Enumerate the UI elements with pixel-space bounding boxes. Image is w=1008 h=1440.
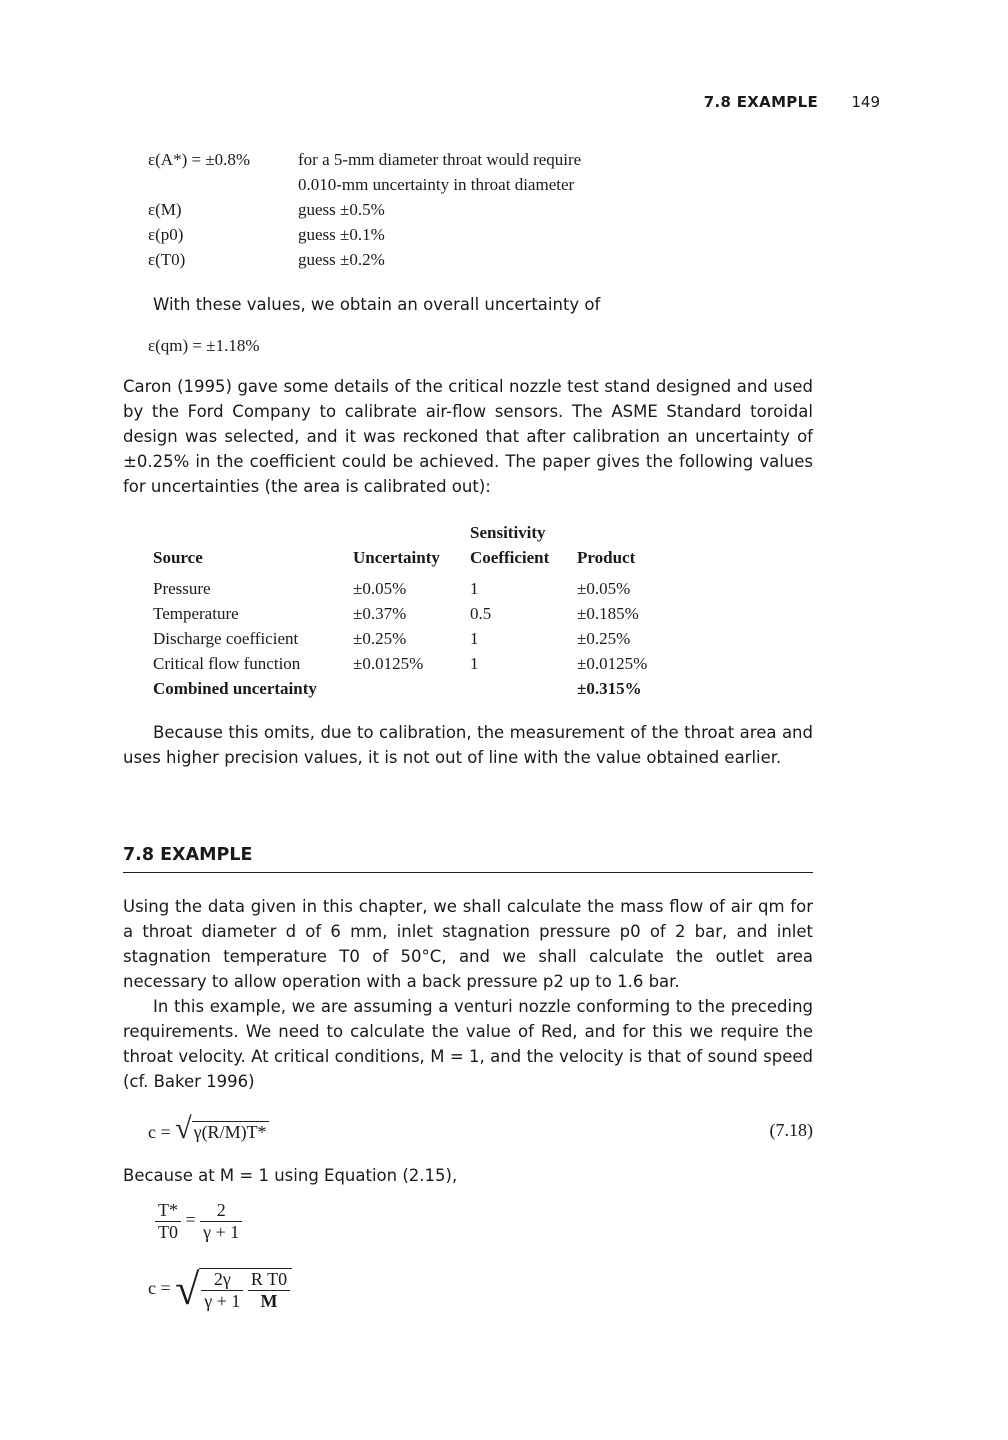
ratio-rhs-num: 2 — [200, 1200, 242, 1222]
eq-radicand: γ(R/M)T* — [193, 1122, 267, 1142]
eq-lhs: c = — [148, 1122, 171, 1142]
page-number: 149 — [851, 93, 880, 111]
table-cell: Pressure — [153, 579, 211, 598]
c-equation — [148, 1265, 292, 1314]
table-cell: ±0.25% — [577, 629, 631, 648]
ratio-rhs — [200, 1200, 242, 1243]
section-rule — [123, 872, 813, 873]
equation-number: (7.18) — [769, 1120, 813, 1140]
table-cell: Critical flow function — [153, 654, 301, 673]
table-row — [153, 599, 677, 624]
assumption-symbols — [148, 150, 318, 275]
assumption-text: for a 5-mm diameter throat would require — [298, 150, 582, 169]
assumption-symbol: ε(p0) — [148, 225, 184, 244]
combined-label: Combined uncertainty — [153, 679, 317, 698]
table-header-cell: Product — [577, 548, 636, 567]
ratio-rhs-den: γ + 1 — [203, 1222, 240, 1242]
overall-text: With these values, we obtain an overall uncertainty of — [153, 295, 601, 314]
uncertainty-table — [153, 518, 677, 699]
table-cell: 1 — [470, 579, 479, 598]
assumption-text: 0.010-mm uncertainty in throat diameter — [298, 175, 575, 194]
sqrt-icon: √ — [175, 1112, 192, 1145]
table-cell: ±0.25% — [353, 629, 407, 648]
ratio-lhs-den: T0 — [158, 1222, 178, 1242]
c-eq-num-1: 2γ — [201, 1269, 243, 1291]
c-eq-lhs: c = — [148, 1278, 171, 1299]
c-eq-den-1: γ + 1 — [204, 1291, 241, 1311]
table-row — [153, 649, 677, 674]
ratio-equals: = — [185, 1209, 196, 1230]
table-cell: ±0.185% — [577, 604, 639, 623]
example-paragraph-2: In this example, we are assuming a venturi nozzle conforming to the preceding requirements. We need to calculate the value of Red, and for this we require the throat velocity. At critical conditions, M = 1, and the velocity is that of sound speed (cf. Baker 1996) — [123, 997, 813, 1091]
example-paragraph-1: Using the data given in this chapter, we shall calculate the mass flow of air qm for a throat diameter d of 6 mm, inlet stagnation pressure p0 of 2 bar, and inlet stagnation temperature T0 of 50°C, and we shall calculate the outlet area necessary to allow operation with a back pressure p2 up to 1.6 bar. — [123, 897, 813, 991]
ratio-lhs-num: T* — [155, 1200, 181, 1222]
assumption-text: guess ±0.1% — [298, 225, 385, 244]
because-paragraph: Because this omits, due to calibration, the measurement of the throat area and uses higher precision values, it is not out of line with the value obtained earlier. — [123, 723, 813, 767]
table-header-cell: Source — [153, 548, 203, 567]
table-cell: ±0.37% — [353, 604, 407, 623]
assumption-symbol: ε(M) — [148, 200, 182, 219]
ratio-equation — [155, 1200, 242, 1243]
caron-paragraph: Caron (1995) gave some details of the critical nozzle test stand designed and used by the Ford Company to calibrate air-flow sensors. The ASME Standard toroidal design was selected, and it was reckoned that after calibration an uncertainty of ±0.25% in the coefficient could be achieved. The paper gives the following values for uncertainties (the area is calibrated out): — [123, 377, 813, 496]
table-cell: 0.5 — [470, 604, 492, 623]
table-row — [153, 574, 677, 599]
c-eq-frac-2 — [248, 1269, 290, 1312]
section-title: 7.8 EXAMPLE — [123, 845, 253, 865]
assumption-symbol: ε(T0) — [148, 250, 186, 269]
assumption-text: guess ±0.5% — [298, 200, 385, 219]
table-header-cell: Uncertainty — [353, 548, 440, 567]
table-header-cell: Coefficient — [470, 548, 550, 567]
table-cell: Temperature — [153, 604, 239, 623]
table-cell: 1 — [470, 654, 479, 673]
table-cell: ±0.0125% — [577, 654, 648, 673]
because-equation-text: Because at M = 1 using Equation (2.15), — [123, 1166, 458, 1185]
assumption-text: guess ±0.2% — [298, 250, 385, 269]
assumption-descriptions — [298, 150, 718, 275]
table-row — [153, 624, 677, 649]
equation-7-18 — [148, 1114, 269, 1144]
c-eq-frac-1 — [201, 1269, 243, 1312]
running-title: 7.8 EXAMPLE — [703, 93, 818, 111]
assumption-symbol: ε(A*) = ±0.8% — [148, 150, 251, 169]
c-eq-num-2: R T0 — [248, 1269, 290, 1291]
table-cell: ±0.0125% — [353, 654, 424, 673]
ratio-lhs — [155, 1200, 181, 1243]
c-eq-radicand — [199, 1268, 292, 1312]
table-header-sensitivity: Sensitivity — [470, 523, 546, 542]
table-cell: ±0.05% — [353, 579, 407, 598]
table-header-top — [153, 518, 677, 543]
table-cell: 1 — [470, 629, 479, 648]
table-row-combined — [153, 674, 677, 699]
sqrt-icon: √ — [175, 1265, 200, 1314]
combined-value: ±0.315% — [577, 679, 642, 698]
c-eq-den-2: M — [260, 1291, 278, 1311]
table-header — [153, 543, 677, 568]
table-cell: ±0.05% — [577, 579, 631, 598]
table-cell: Discharge coefficient — [153, 629, 299, 648]
overall-equation: ε(qm) = ±1.18% — [148, 336, 260, 355]
